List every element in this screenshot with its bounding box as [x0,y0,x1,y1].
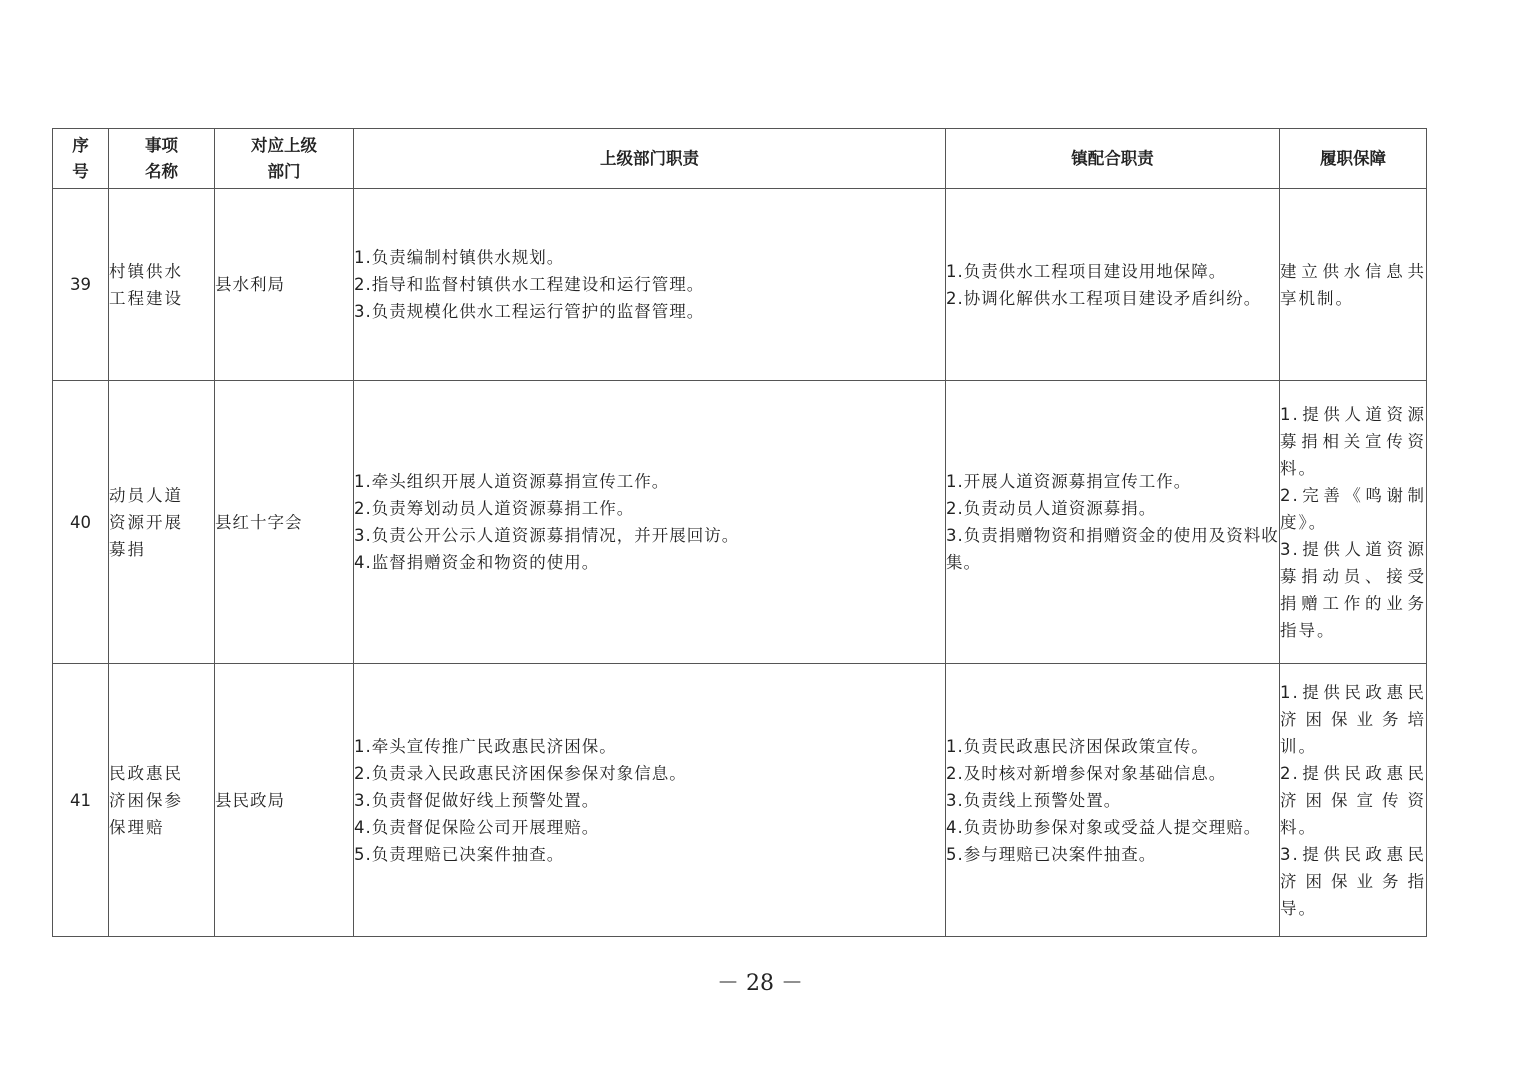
page-number: － 28 － [717,971,803,996]
header-row [53,129,1427,189]
table-row [53,381,1427,664]
header-town-duty: 镇配合职责 [946,129,1280,189]
town-duty-cell: 1.开展人道资源募捐宣传工作。 2.负责动员人道资源募捐。 3.负责捐赠物资和捐赠资金的使用及资料收集。 [946,381,1280,664]
header-dept: 对应上级 部门 [215,129,354,189]
row-number: 41 [53,664,109,937]
dept-cell: 县水利局 [215,189,354,381]
town-duty-cell: 1.负责民政惠民济困保政策宣传。 2.及时核对新增参保对象基础信息。 3.负责线上预警处置。 4.负责协助参保对象或受益人提交理赔。 5.参与理赔已决案件抽查。 [946,664,1280,937]
upper-duty-cell: 1.负责编制村镇供水规划。 2.指导和监督村镇供水工程建设和运行管理。 3.负责规模化供水工程运行管护的监督管理。 [354,189,946,381]
guarantee-cell: 建立供水信息共享机制。 [1280,189,1427,381]
row-number: 39 [53,189,109,381]
row-number: 40 [53,381,109,664]
town-duty-cell: 1.负责供水工程项目建设用地保障。 2.协调化解供水工程项目建设矛盾纠纷。 [946,189,1280,381]
header-seq: 序 号 [53,129,109,189]
header-upper-duty: 上级部门职责 [354,129,946,189]
header-item-name: 事项 名称 [109,129,215,189]
duty-table [52,128,1427,937]
item-name-cell: 民政惠民 济困保参 保理赔 [109,664,215,937]
table-row [53,664,1427,937]
dept-cell: 县红十字会 [215,381,354,664]
dept-cell: 县民政局 [215,664,354,937]
upper-duty-cell: 1.牵头组织开展人道资源募捐宣传工作。 2.负责筹划动员人道资源募捐工作。 3.负责公开公示人道资源募捐情况，并开展回访。 4.监督捐赠资金和物资的使用。 [354,381,946,664]
upper-duty-cell: 1.牵头宣传推广民政惠民济困保。 2.负责录入民政惠民济困保参保对象信息。 3.负责督促做好线上预警处置。 4.负责督促保险公司开展理赔。 5.负责理赔已决案件抽查。 [354,664,946,937]
guarantee-cell: 1.提供人道资源募捐相关宣传资料。 2.完善《鸣谢制度》。 3.提供人道资源募捐动员、接受捐赠工作的业务指导。 [1280,381,1427,664]
header-guarantee: 履职保障 [1280,129,1427,189]
item-name-cell: 动员人道 资源开展 募捐 [109,381,215,664]
guarantee-cell: 1.提供民政惠民济困保业务培训。 2.提供民政惠民济困保宣传资料。 3.提供民政惠民济困保业务指导。 [1280,664,1427,937]
item-name-cell: 村镇供水 工程建设 [109,189,215,381]
table-row [53,189,1427,381]
